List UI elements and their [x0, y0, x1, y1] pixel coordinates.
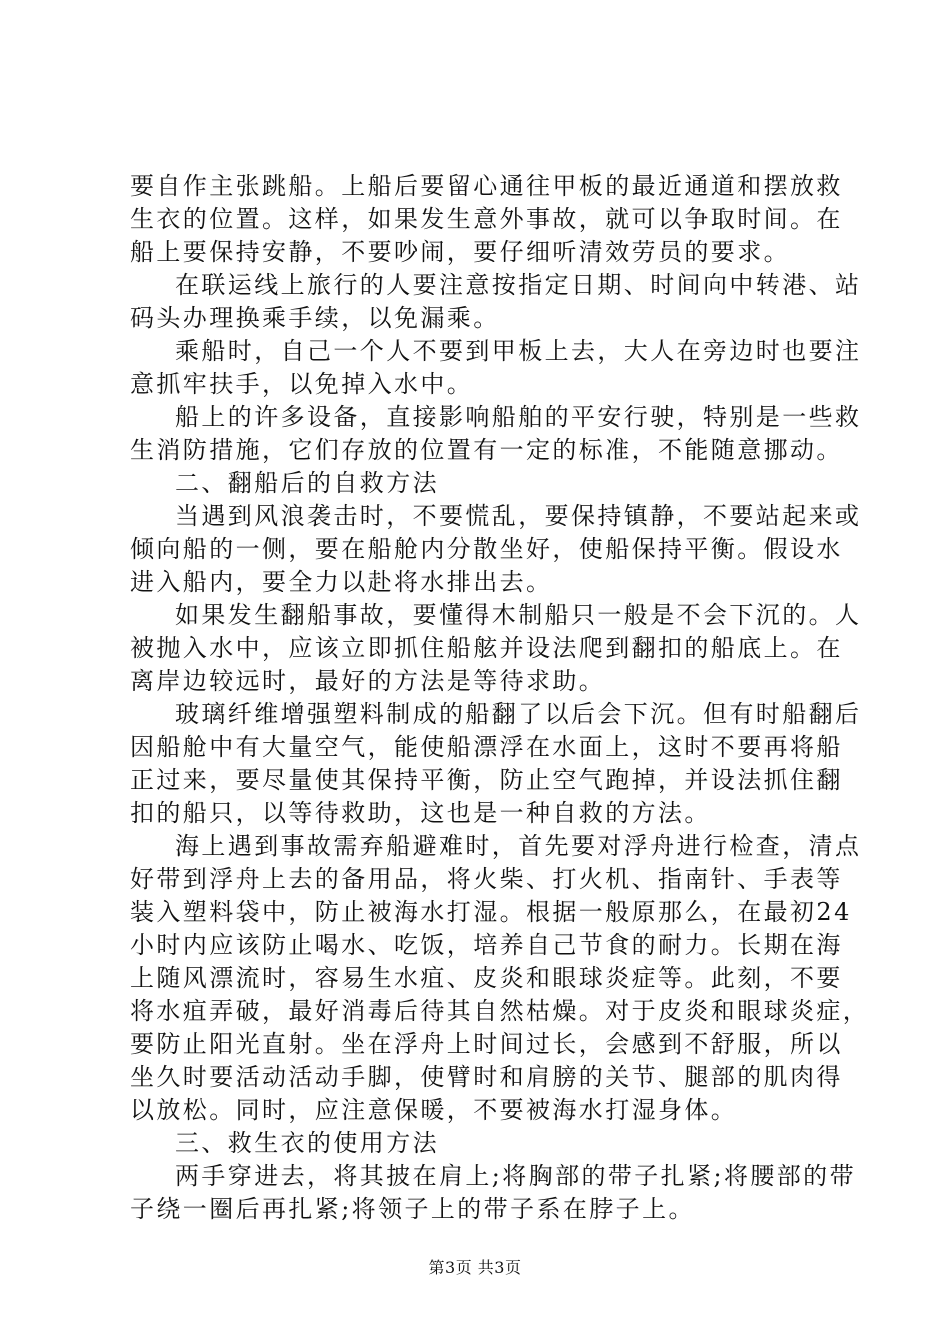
paragraph: [130, 1127, 830, 1160]
text-line: 上随风漂流时，容易生水疽、皮炎和眼球炎症等。此刻，不要: [130, 964, 843, 992]
text-line: 海上遇到事故需弃船避难时，首先要对浮舟进行检查，清点: [175, 832, 862, 860]
text-line: 二、翻船后的自救方法: [175, 469, 439, 497]
text-line: 将水疽弄破，最好消毒后待其自然枯燥。对于皮炎和眼球炎症，: [130, 997, 870, 1025]
text-line: 要防止阳光直射。坐在浮舟上时间过长，会感到不舒服，所以: [130, 1030, 843, 1058]
paragraph: [130, 599, 862, 698]
text-line: 生消防措施，它们存放的位置有一定的标准，不能随意挪动。: [130, 436, 843, 464]
text-line: 玻璃纤维增强塑料制成的船翻了以后会下沉。但有时船翻后: [175, 700, 862, 728]
text-line: 小时内应该防止喝水、吃饭，培养自己节食的耐力。长期在海: [130, 931, 843, 959]
paragraph: [130, 269, 862, 335]
text-line: 被抛入水中，应该立即抓住船舷并设法爬到翻扣的船底上。在: [130, 634, 843, 662]
page-number-label: 第3页 共3页: [428, 1258, 522, 1277]
text-line: 进入船内，要全力以赴将水排出去。: [130, 568, 553, 596]
text-line: 子绕一圈后再扎紧;将领子上的带子系在脖子上。: [130, 1195, 695, 1223]
text-line: 因船舱中有大量空气，能使船漂浮在水面上，这时不要再将船: [130, 733, 843, 761]
text-line: 坐久时要活动活动手脚，使臂时和肩膀的关节、腿部的肌肉得: [130, 1063, 843, 1091]
text-line: 三、救生衣的使用方法: [175, 1129, 439, 1157]
paragraph: [130, 500, 862, 599]
text-line: 生衣的位置。这样，如果发生意外事故，就可以争取时间。在: [130, 205, 843, 233]
text-line: 装入塑料袋中，防止被海水打湿。根据一般原那么，在最初24: [130, 898, 852, 926]
text-line: 要自作主张跳船。上船后要留心通往甲板的最近通道和摆放救: [130, 172, 843, 200]
text-line: 船上要保持安静，不要吵闹，要仔细听清效劳员的要求。: [130, 238, 790, 266]
paragraph: [130, 401, 862, 467]
paragraph: [130, 698, 862, 830]
text-line: 正过来，要尽量使其保持平衡，防止空气跑掉，并设法抓住翻: [130, 766, 843, 794]
text-line: 船上的许多设备，直接影响船舶的平安行驶，特别是一些救: [175, 403, 862, 431]
document-body: [130, 170, 870, 1226]
text-line: 两手穿进去，将其披在肩上;将胸部的带子扎紧;将腰部的带: [175, 1162, 856, 1190]
text-line: 在联运线上旅行的人要注意按指定日期、时间向中转港、站: [175, 271, 862, 299]
text-line: 扣的船只，以等待救助，这也是一种自救的方法。: [130, 799, 711, 827]
text-line: 乘船时，自己一个人不要到甲板上去，大人在旁边时也要注: [175, 337, 862, 365]
text-line: 离岸边较远时，最好的方法是等待求助。: [130, 667, 606, 695]
paragraph: [130, 467, 830, 500]
text-line: 码头办理换乘手续，以免漏乘。: [130, 304, 500, 332]
text-line: 当遇到风浪袭击时，不要慌乱，要保持镇静，不要站起来或: [175, 502, 862, 530]
paragraph: [130, 830, 870, 1127]
text-line: 意抓牢扶手，以免掉入水中。: [130, 370, 474, 398]
text-line: 倾向船的一侧，要在船舱内分散坐好，使船保持平衡。假设水: [130, 535, 843, 563]
text-line: 如果发生翻船事故，要懂得木制船只一般是不会下沉的。人: [175, 601, 862, 629]
paragraph: [130, 335, 862, 401]
text-line: 以放松。同时，应注意保暖，不要被海水打湿身体。: [130, 1096, 738, 1124]
text-line: 好带到浮舟上去的备用品，将火柴、打火机、指南针、手表等: [130, 865, 843, 893]
paragraph-list: [130, 170, 870, 1226]
paragraph: [130, 170, 843, 269]
page-footer: [0, 1258, 950, 1278]
paragraph: [130, 1160, 856, 1226]
